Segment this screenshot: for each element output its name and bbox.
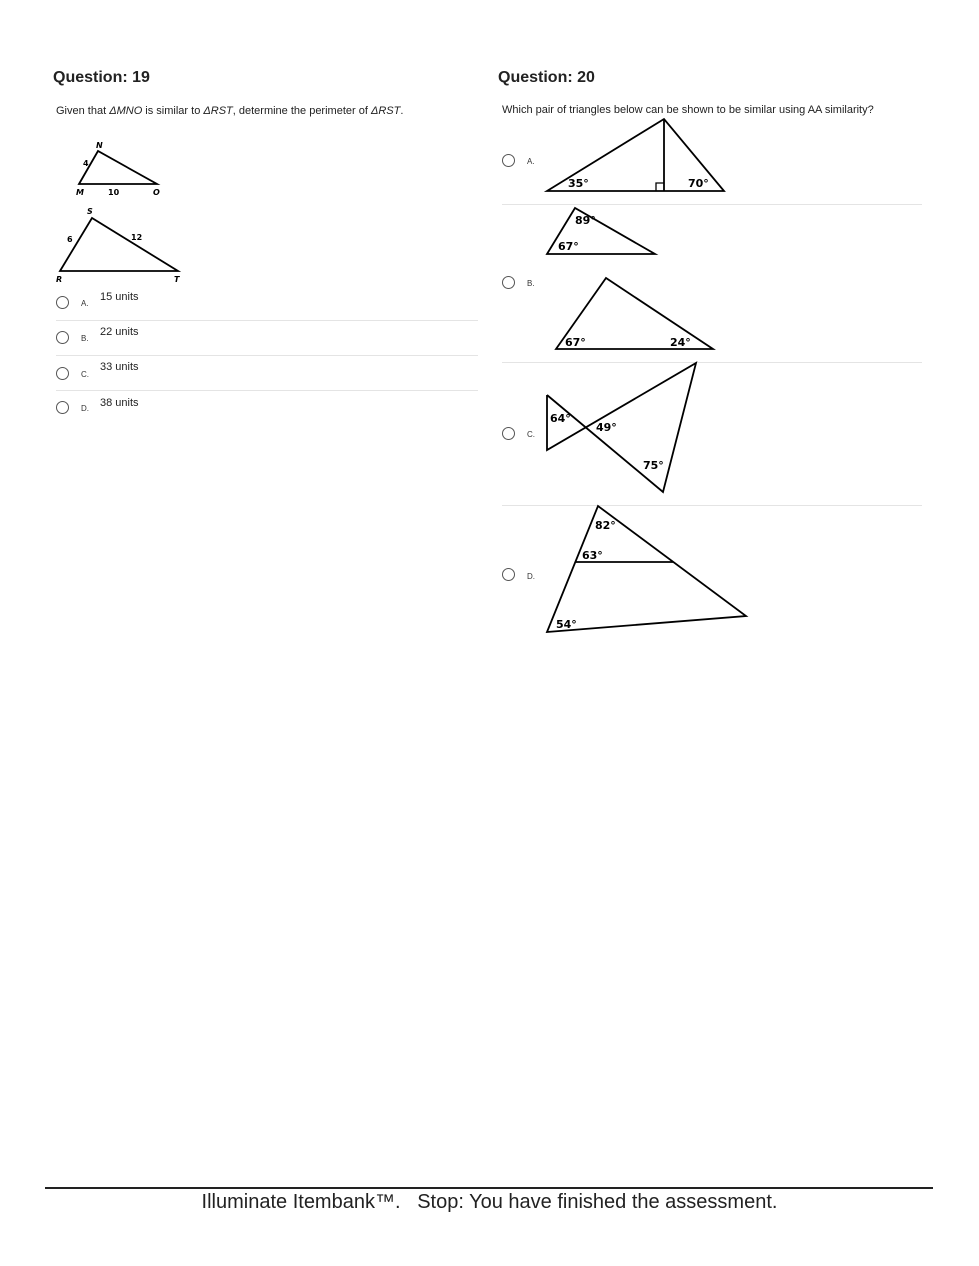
- q19-option-b-text: 22 units: [100, 326, 139, 338]
- footer-message: Stop: You have finished the assessment.: [417, 1191, 778, 1213]
- angle-label: 49°: [596, 421, 617, 434]
- angle-label: 54°: [556, 618, 577, 631]
- triangle-rst: [60, 218, 178, 271]
- side-label-st: 12: [131, 233, 143, 242]
- triangle-name: ΔRST: [370, 105, 401, 117]
- angle-label: 70°: [688, 177, 709, 190]
- question-19-prompt: [56, 105, 403, 117]
- option-divider: [56, 320, 478, 321]
- q19-option-c-text: 33 units: [100, 361, 139, 373]
- q19-option-c-letter: C.: [81, 370, 89, 379]
- option-divider: [502, 505, 922, 506]
- prompt-text: Given that: [56, 105, 110, 117]
- q19-option-b-letter: B.: [81, 334, 89, 343]
- prompt-text: is similar to: [142, 105, 204, 117]
- q20-option-c-radio[interactable]: [502, 427, 515, 440]
- triangle-name: ΔMNO: [109, 105, 143, 117]
- question-20-prompt: Which pair of triangles below can be shown to be similar using AA similarity?: [502, 104, 874, 116]
- q20-option-b-radio[interactable]: [502, 276, 515, 289]
- triangle-d: [547, 506, 746, 632]
- footer-divider: [45, 1187, 933, 1189]
- side-label-mo: 10: [108, 188, 120, 197]
- q19-option-c-radio[interactable]: [56, 367, 69, 380]
- triangle-name: ΔRST: [203, 105, 233, 117]
- q19-option-a-radio[interactable]: [56, 296, 69, 309]
- vertex-label-t: T: [174, 275, 180, 284]
- prompt-text: .: [400, 105, 404, 117]
- footer: [0, 1191, 979, 1214]
- vertex-label-r: R: [56, 275, 63, 284]
- question-19-title: Question: 19: [53, 69, 150, 86]
- option-divider: [56, 390, 478, 391]
- bowtie-triangles: [547, 363, 696, 492]
- angle-label: 64°: [550, 412, 571, 425]
- q19-option-a-letter: A.: [81, 299, 89, 308]
- question-20-title: Question: 20: [498, 69, 595, 86]
- footer-brand: Illuminate Itembank™.: [201, 1191, 401, 1213]
- prompt-text: , determine the perimeter of: [232, 105, 371, 117]
- angle-label: 82°: [595, 519, 616, 532]
- q20-option-d-letter: D.: [527, 572, 535, 581]
- vertex-label-n: N: [96, 141, 103, 150]
- vertex-label-s: S: [87, 207, 93, 216]
- angle-label: 35°: [568, 177, 589, 190]
- q20-option-c-letter: C.: [527, 430, 535, 439]
- vertex-label-m: M: [76, 188, 84, 197]
- q20-option-d-radio[interactable]: [502, 568, 515, 581]
- q20-option-a-letter: A.: [527, 157, 535, 166]
- angle-label: 67°: [565, 336, 586, 349]
- angle-label: 89°: [575, 214, 596, 227]
- side-label-rs: 6: [67, 235, 73, 244]
- vertex-label-o: O: [153, 188, 160, 197]
- q19-option-d-text: 38 units: [100, 397, 139, 409]
- angle-label: 24°: [670, 336, 691, 349]
- q20-option-b-letter: B.: [527, 279, 535, 288]
- triangle-mno: [79, 151, 157, 184]
- angle-label: 63°: [582, 549, 603, 562]
- option-divider: [502, 362, 922, 363]
- right-angle-marker: [656, 183, 664, 191]
- q19-option-a-text: 15 units: [100, 291, 139, 303]
- q19-option-b-radio[interactable]: [56, 331, 69, 344]
- q20-option-a-radio[interactable]: [502, 154, 515, 167]
- q19-option-d-radio[interactable]: [56, 401, 69, 414]
- option-divider: [56, 355, 478, 356]
- angle-label: 75°: [643, 459, 664, 472]
- option-divider: [502, 204, 922, 205]
- side-label-mn: 4: [83, 159, 89, 168]
- angle-label: 67°: [558, 240, 579, 253]
- q19-option-d-letter: D.: [81, 404, 89, 413]
